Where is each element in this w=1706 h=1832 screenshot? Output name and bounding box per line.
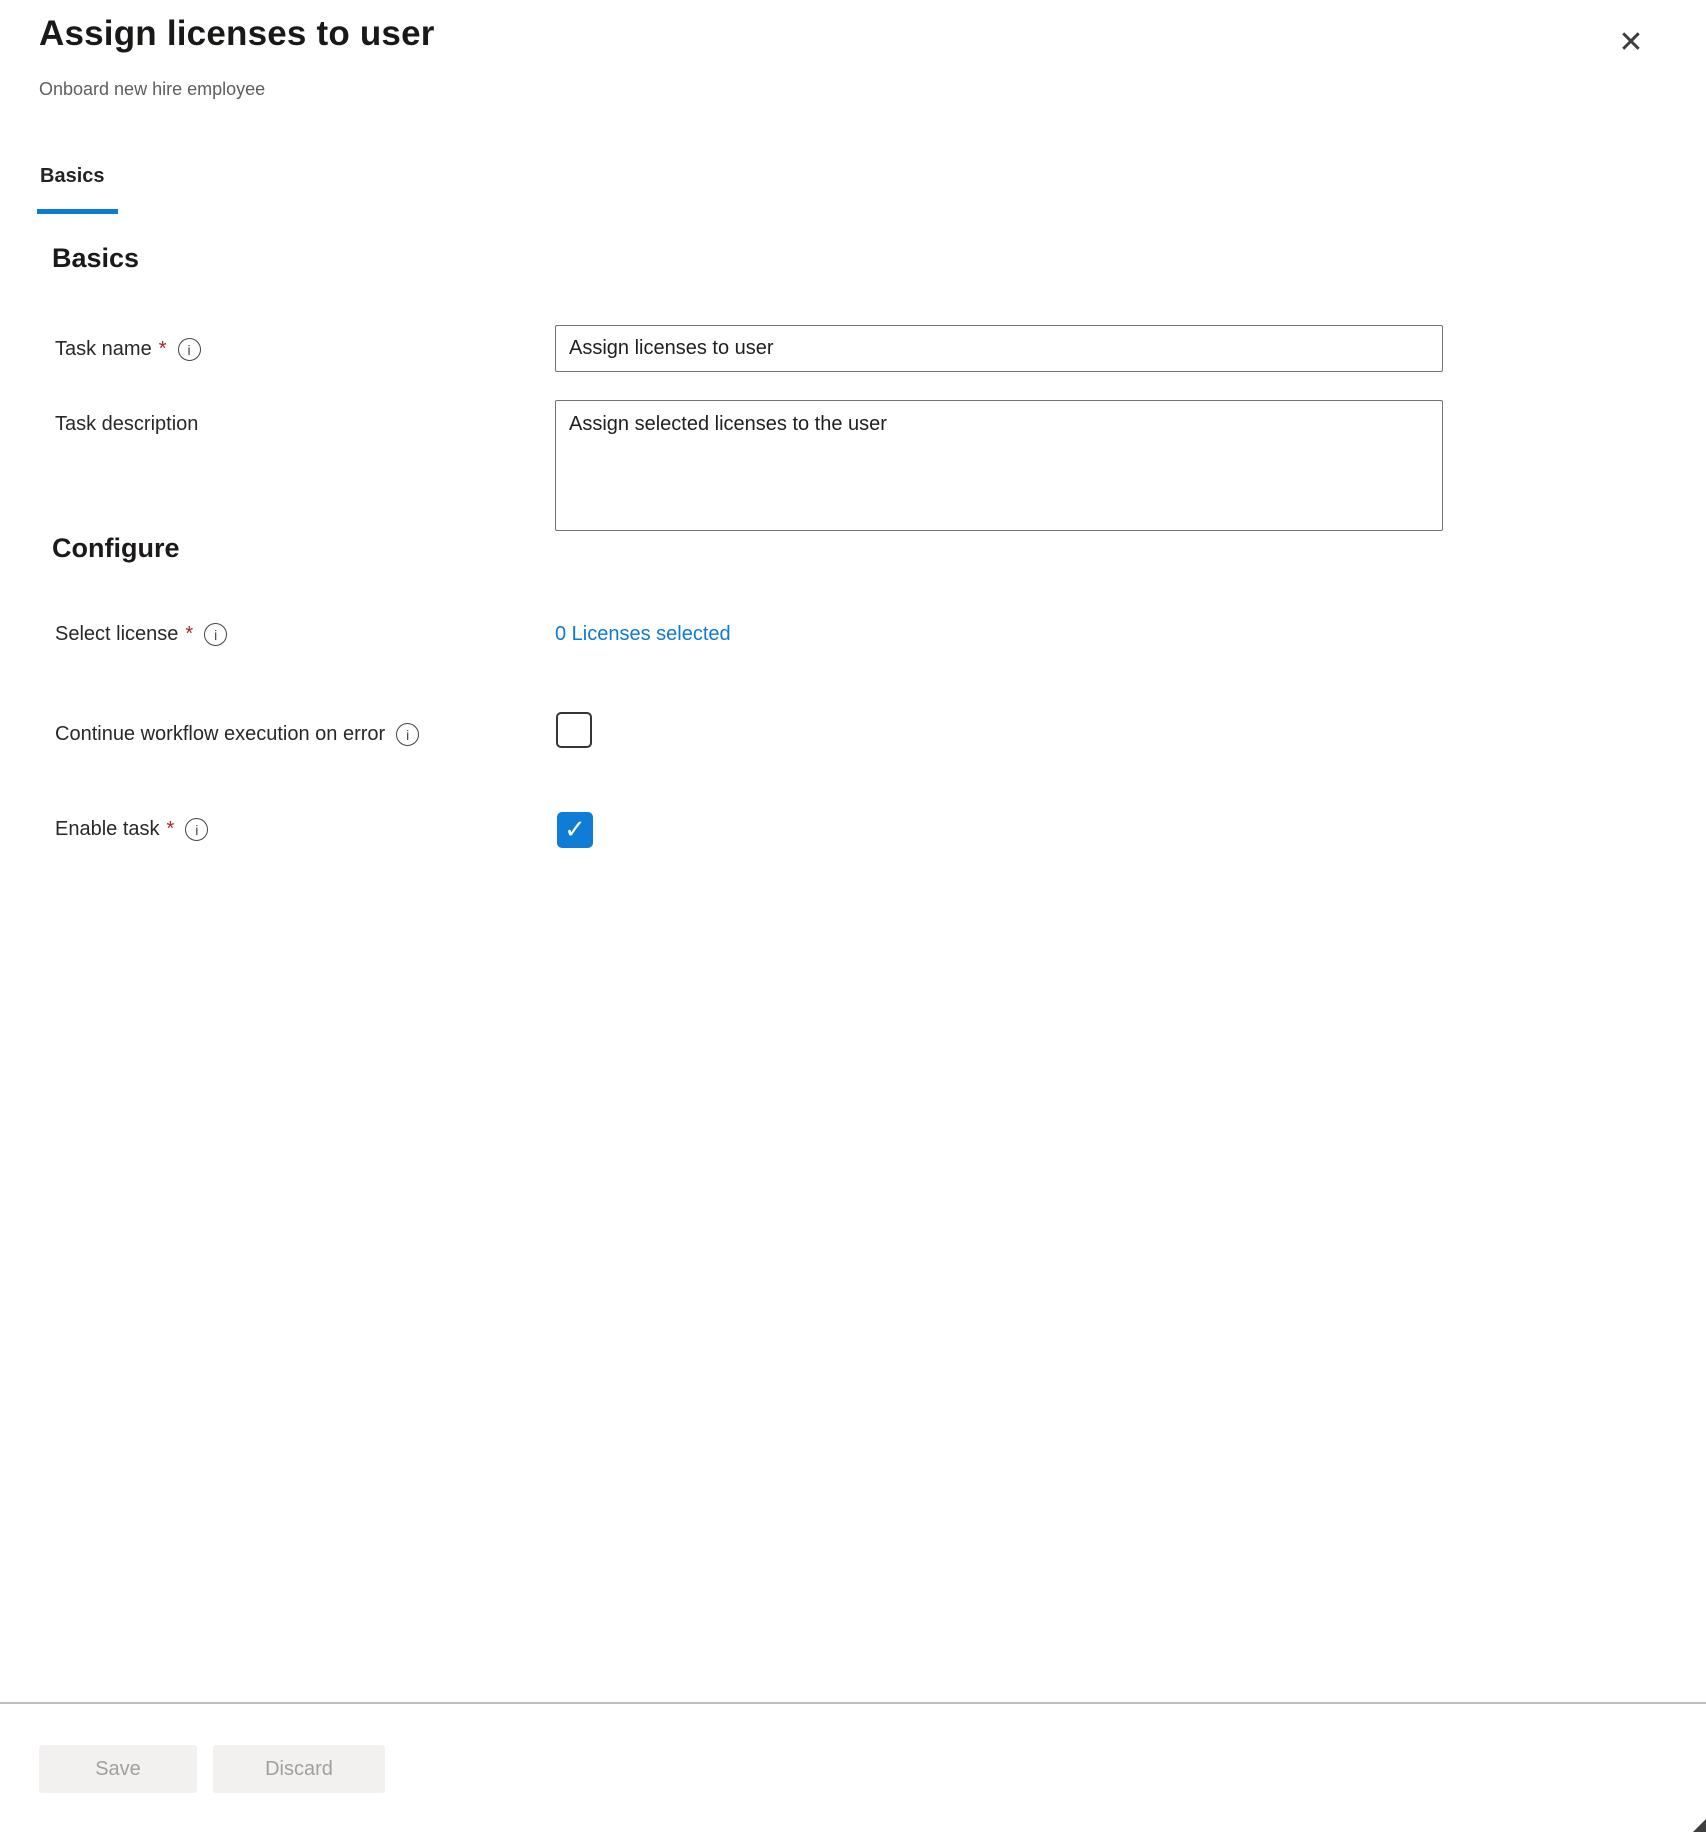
task-description-label xyxy=(55,413,198,436)
info-icon[interactable] xyxy=(396,723,419,746)
resize-corner-triangle xyxy=(1693,1819,1706,1832)
continue-on-error-label-text: Continue workflow execution on error xyxy=(55,723,386,745)
footer-divider xyxy=(0,1702,1706,1704)
info-icon-glyph: i xyxy=(406,726,410,743)
configure-section-heading: Configure xyxy=(52,533,180,563)
page-title: Assign licenses to user xyxy=(39,14,435,53)
continue-on-error-label xyxy=(55,723,419,746)
enable-task-label-text: Enable task xyxy=(55,818,160,840)
info-icon-glyph: i xyxy=(187,341,191,358)
close-icon: ✕ xyxy=(1618,25,1644,60)
info-icon[interactable] xyxy=(204,623,227,646)
required-asterisk: * xyxy=(185,623,194,645)
discard-button[interactable]: Discard xyxy=(213,1745,385,1793)
info-icon-glyph: i xyxy=(195,821,199,838)
enable-task-label xyxy=(55,818,208,841)
licenses-selected-link[interactable]: 0 Licenses selected xyxy=(555,623,731,645)
basics-section-heading: Basics xyxy=(52,243,140,273)
task-name-label xyxy=(55,338,201,361)
select-license-label xyxy=(55,623,227,646)
tab-basics[interactable]: Basics xyxy=(40,165,105,187)
required-asterisk: * xyxy=(166,818,175,840)
task-description-textarea[interactable] xyxy=(555,400,1443,531)
continue-on-error-checkbox[interactable] xyxy=(556,712,592,748)
page-subtitle: Onboard new hire employee xyxy=(39,79,266,99)
info-icon[interactable] xyxy=(185,818,208,841)
task-description-label-text: Task description xyxy=(55,413,199,435)
task-name-input[interactable] xyxy=(555,325,1443,372)
task-name-label-text: Task name xyxy=(55,338,152,360)
select-license-label-text: Select license xyxy=(55,623,179,645)
info-icon-glyph: i xyxy=(214,626,218,643)
required-asterisk: * xyxy=(158,338,167,360)
enable-task-checkbox[interactable] xyxy=(557,812,593,848)
tab-active-underline xyxy=(37,209,118,214)
save-button[interactable]: Save xyxy=(39,1745,197,1793)
checkmark-icon: ✓ xyxy=(564,815,586,845)
close-button[interactable] xyxy=(1608,20,1654,66)
info-icon[interactable] xyxy=(178,338,201,361)
